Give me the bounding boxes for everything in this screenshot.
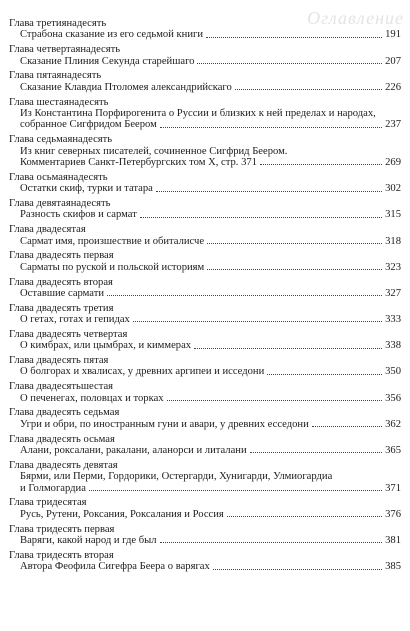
description-text: Варяги, какой народ и где был xyxy=(20,534,157,546)
chapter-description xyxy=(9,314,401,325)
chapter-description xyxy=(9,535,401,546)
toc-entry xyxy=(9,434,401,457)
description-text: Алани, роксалани, ракалани, аланорси и литалани xyxy=(20,445,247,457)
toc-entry xyxy=(9,250,401,273)
chapter-title: Глава двадесять седьмая xyxy=(9,407,120,419)
chapter-title: Глава двадесять первая xyxy=(9,250,114,262)
chapter-description xyxy=(9,445,401,456)
description-text: О печенегах, половцах и торках xyxy=(20,392,164,404)
chapter-description xyxy=(9,56,401,67)
page-number: 338 xyxy=(385,340,401,352)
dot-leader xyxy=(312,426,382,427)
dot-leader xyxy=(227,516,382,517)
page-number: 381 xyxy=(385,534,401,546)
chapter-description xyxy=(9,236,401,247)
dot-leader xyxy=(207,269,382,270)
chapter-title: Глава четвертаянадесять xyxy=(9,44,121,56)
dot-leader xyxy=(133,321,382,322)
description-text: и Голмогардиа xyxy=(20,482,86,494)
dot-leader xyxy=(250,452,382,453)
chapter-title: Глава третиянадесять xyxy=(9,18,107,29)
description-text: О болгорах и хвалисах, у древних аргипеи и исседони xyxy=(20,366,265,378)
description-text: Оставшие сармати xyxy=(20,287,105,299)
description-text: Страбона сказание из его седьмой книги xyxy=(20,29,204,41)
dot-leader xyxy=(167,400,382,401)
chapter-description xyxy=(9,393,401,404)
chapter-title: Глава двадесять вторая xyxy=(9,276,113,288)
page-number: 362 xyxy=(385,418,401,430)
chapter-description xyxy=(9,29,401,40)
page-number: 323 xyxy=(385,261,401,273)
toc-entry xyxy=(9,524,401,547)
toc-entry xyxy=(9,172,401,195)
description-text: Автора Феофила Сигефра Беера о варягах xyxy=(20,561,210,573)
toc-entry xyxy=(9,70,401,93)
dot-leader xyxy=(107,295,382,296)
chapter-description xyxy=(9,183,401,194)
description-text: Сказание Плиния Секунда старейшаго xyxy=(20,55,195,67)
toc-entry xyxy=(9,303,401,326)
page-number: 365 xyxy=(385,445,401,457)
description-text: Угри и обри, по иностранным гуни и авари, у древних есседони xyxy=(20,418,309,430)
chapter-title: Глава осьмаянадесять xyxy=(9,171,108,183)
description-text: О гетах, готах и гепидах xyxy=(20,314,130,326)
chapter-description xyxy=(9,262,401,273)
dot-leader xyxy=(267,374,382,375)
toc-entry xyxy=(9,497,401,520)
page-number: 315 xyxy=(385,209,401,221)
table-of-contents xyxy=(9,18,401,573)
dot-leader xyxy=(206,37,382,38)
description-text: Комментариев Санкт-Петербургских том X, стр. 371 xyxy=(20,156,257,168)
description-text: Остатки скиф, турки и татара xyxy=(20,183,153,195)
watermark-heading: Оглавление xyxy=(307,8,404,28)
dot-leader xyxy=(194,348,382,349)
toc-entry xyxy=(9,329,401,352)
chapter-title: Глава двадесять осьмая xyxy=(9,433,115,445)
chapter-title: Глава двадесять третия xyxy=(9,302,114,314)
page-number: 385 xyxy=(385,561,401,573)
chapter-description xyxy=(9,509,401,520)
chapter-title: Глава седьмаянадесять xyxy=(9,134,113,146)
toc-entry xyxy=(9,381,401,404)
chapter-description xyxy=(9,288,401,299)
description-text: Из Константина Порфирогенита о Руссии и близких к ней пределах и народах, xyxy=(20,107,376,119)
toc-entry xyxy=(9,198,401,221)
chapter-description xyxy=(9,108,401,119)
dot-leader xyxy=(89,490,382,491)
toc-entry xyxy=(9,44,401,67)
chapter-description xyxy=(9,483,401,494)
chapter-title: Глава двадесять пятая xyxy=(9,355,109,367)
page-number: 302 xyxy=(385,183,401,195)
chapter-title: Глава пятаянадесять xyxy=(9,70,102,82)
description-text: О кимбрах, или цымбрах, и киммерах xyxy=(20,340,192,352)
page-number: 376 xyxy=(385,508,401,520)
chapter-title: Глава тридесятая xyxy=(9,497,87,509)
chapter-title: Глава шестаянадесять xyxy=(9,96,109,108)
page-number: 333 xyxy=(385,314,401,326)
page-number: 356 xyxy=(385,392,401,404)
page-number: 237 xyxy=(385,119,401,131)
chapter-title: Глава двадесятьшестая xyxy=(9,381,114,393)
chapter-description xyxy=(9,146,401,157)
page-number: 207 xyxy=(385,55,401,67)
dot-leader xyxy=(156,191,382,192)
chapter-description xyxy=(9,82,401,93)
description-text: Сарматы по руской и польской историям xyxy=(20,261,205,273)
chapter-description xyxy=(9,119,401,130)
description-text: Разность скифов и сармат xyxy=(20,209,137,221)
page-number: 327 xyxy=(385,287,401,299)
description-text: Бярми, или Перми, Гордорики, Остергарди, Хунигарди, Улмиогардиа xyxy=(20,471,333,483)
description-text: Русь, Рутени, Роксания, Роксалания и Россия xyxy=(20,508,224,520)
chapter-title: Глава двадесять девятая xyxy=(9,459,118,471)
chapter-description xyxy=(9,157,401,168)
dot-leader xyxy=(160,127,382,128)
chapter-description xyxy=(9,209,401,220)
page-number: 191 xyxy=(385,29,401,41)
page-number: 371 xyxy=(385,482,401,494)
dot-leader xyxy=(207,243,382,244)
toc-entry xyxy=(9,407,401,430)
page-number: 226 xyxy=(385,81,401,93)
dot-leader xyxy=(260,164,382,165)
dot-leader xyxy=(213,569,382,570)
toc-entry xyxy=(9,18,401,41)
chapter-description xyxy=(9,471,401,482)
chapter-description xyxy=(9,419,401,430)
chapter-title: Глава двадесять четвертая xyxy=(9,328,128,340)
chapter-title: Глава тридесять первая xyxy=(9,523,115,535)
description-text: собранное Сигфридом Беером xyxy=(20,119,157,131)
dot-leader xyxy=(140,217,382,218)
toc-entry xyxy=(9,97,401,131)
description-text: Сказание Клавдиа Птоломея александрийскаго xyxy=(20,81,232,93)
toc-entry xyxy=(9,134,401,168)
chapter-title: Глава двадесятая xyxy=(9,224,86,236)
chapter-title: Глава девятаянадесять xyxy=(9,197,111,209)
description-text: Из книг северных писателей, сочиненное Сигфрид Беером. xyxy=(20,145,288,157)
dot-leader xyxy=(160,542,382,543)
toc-entry xyxy=(9,277,401,300)
page-number: 350 xyxy=(385,366,401,378)
chapter-title: Глава тридесять вторая xyxy=(9,549,114,561)
toc-entry xyxy=(9,550,401,573)
toc-entry xyxy=(9,355,401,378)
chapter-description xyxy=(9,340,401,351)
chapter-description xyxy=(9,561,401,572)
dot-leader xyxy=(235,89,382,90)
chapter-description xyxy=(9,366,401,377)
toc-entry xyxy=(9,224,401,247)
dot-leader xyxy=(197,63,382,64)
description-text: Сармат имя, произшествие и обиталисче xyxy=(20,235,205,247)
toc-entry xyxy=(9,460,401,494)
page-number: 318 xyxy=(385,235,401,247)
page-number: 269 xyxy=(385,156,401,168)
